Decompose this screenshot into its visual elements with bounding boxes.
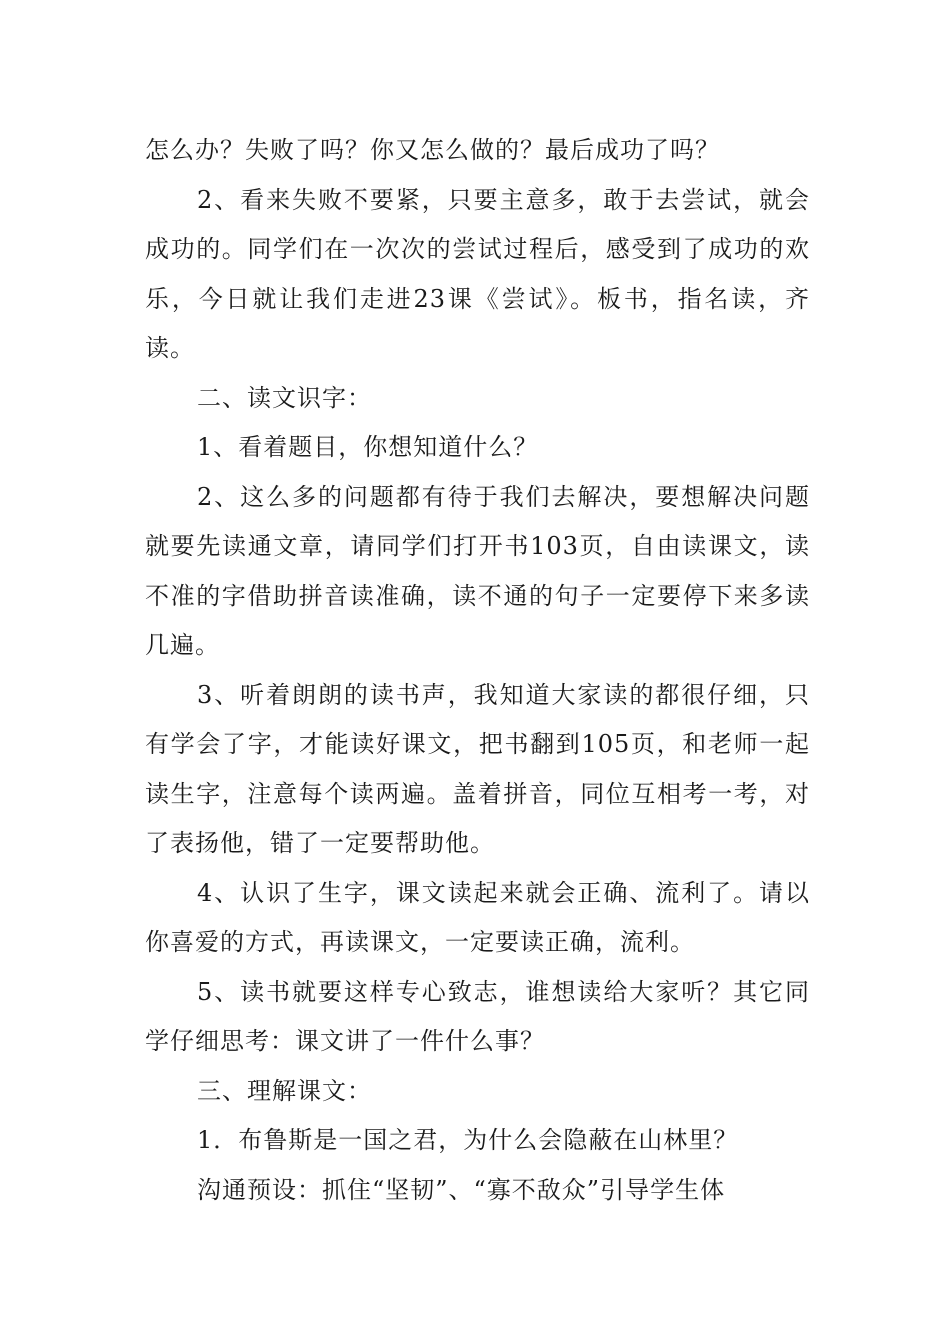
section-heading-understanding: 三、理解课文： xyxy=(197,1076,372,1105)
paragraph-reading-step-5: 5、读书就要这样专心致志，谁想读给大家听？其它同学仔细思考：课文讲了一件什么事？ xyxy=(145,977,810,1055)
paragraph-reading-step-4: 4、认识了生字，课文读起来就会正确、流利了。请以你喜爱的方式，再读课文，一定要读正确，流利。 xyxy=(145,878,810,956)
paragraph-discussion-preset: 沟通预设：抓住“坚韧”、“寡不敌众”引导学生体 xyxy=(197,1175,726,1204)
paragraph-intro-step-2: 2、看来失败不要紧，只要主意多，敢于去尝试，就会成功的。同学们在一次次的尝试过程后，感受到了成功的欢乐，今日就让我们走进23课《尝试》。板书，指名读，齐读。 xyxy=(145,185,810,362)
paragraph-understanding-step-1: 1．布鲁斯是一国之君，为什么会隐蔽在山林里？ xyxy=(197,1126,739,1154)
paragraph-reading-step-3: 3、听着朗朗的读书声，我知道大家读的都很仔细，只有学会了字，才能读好课文，把书翻到105页，和老师一起读生字，注意每个读两遍。盖着拼音，同位互相考一考，对了表扬他，错了一定要帮助他。 xyxy=(145,680,810,857)
paragraph-continuation: 怎么办？失败了吗？你又怎么做的？最后成功了吗？ xyxy=(145,136,720,164)
paragraph-reading-step-1: 1、看着题目，你想知道什么？ xyxy=(197,433,539,461)
document-body xyxy=(145,126,810,1215)
section-heading-reading: 二、读文识字： xyxy=(197,383,372,412)
paragraph-reading-step-2: 2、这么多的问题都有待于我们去解决，要想解决问题就要先读通文章，请同学们打开书103页，自由读课文，读不准的字借助拼音读准确，读不通的句子一定要停下来多读几遍。 xyxy=(145,482,810,659)
